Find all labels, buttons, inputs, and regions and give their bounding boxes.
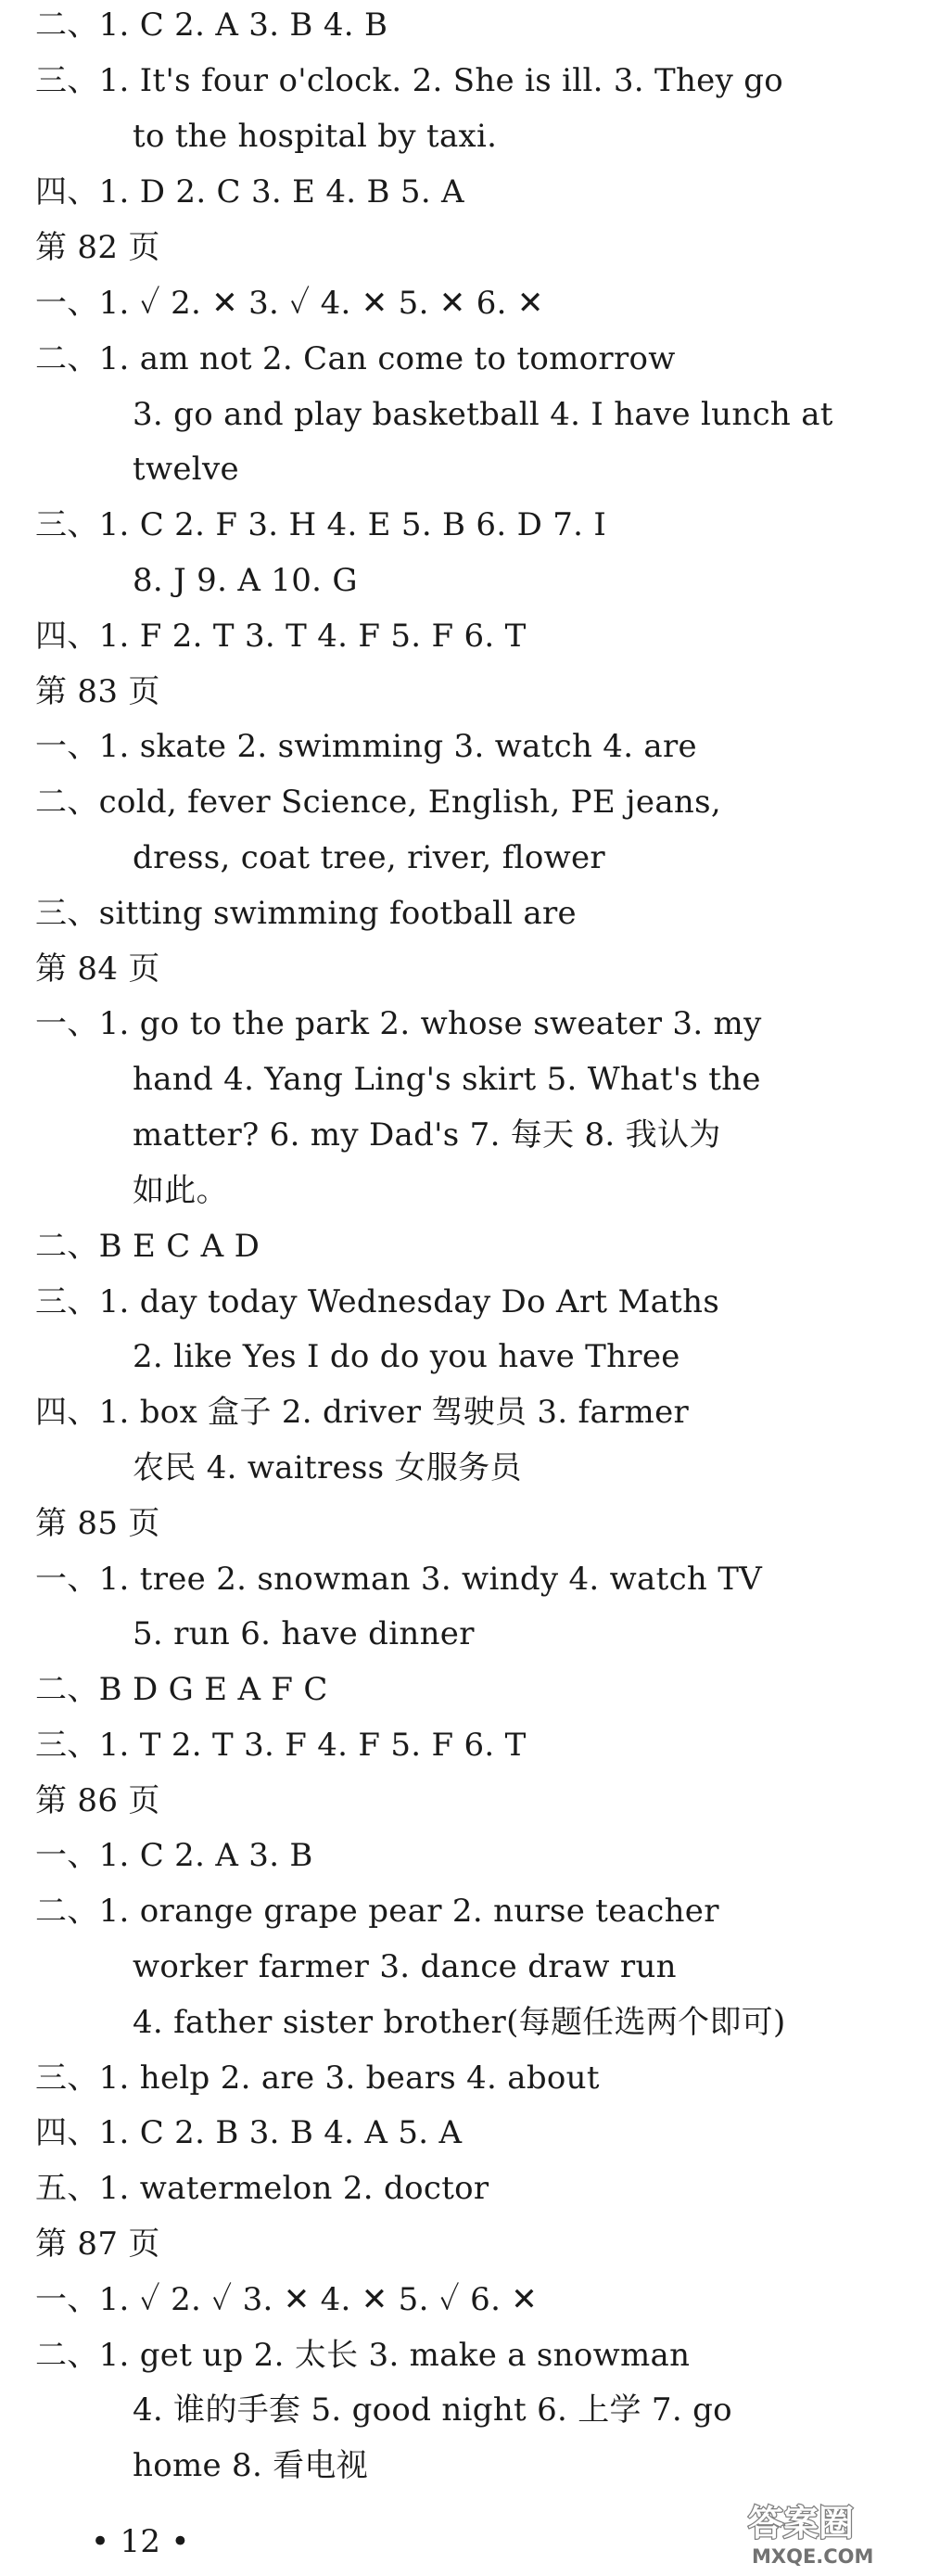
answer-line: 一、1. ✓ 2. ✕ 3. ✓ 4. ✕ 5. ✕ 6. ✕: [35, 285, 544, 322]
answer-line: 一、1. skate 2. swimming 3. watch 4. are: [35, 728, 697, 765]
answer-line: dress, coat tree, river, flower: [133, 839, 605, 876]
answer-line: 四、1. D 2. C 3. E 4. B 5. A: [35, 173, 464, 210]
answer-line: 三、1. T 2. T 3. F 4. F 5. F 6. T: [35, 1727, 527, 1764]
page-number: • 12 •: [91, 2523, 190, 2560]
page-heading: 第 85 页: [35, 1505, 160, 1542]
answer-line: 二、B D G E A F C: [35, 1671, 328, 1708]
answer-line: 四、1. C 2. B 3. B 4. A 5. A: [35, 2114, 463, 2151]
answer-line: 农民 4. waitress 女服务员: [133, 1449, 522, 1486]
answer-line: 三、1. day today Wednesday Do Art Maths: [35, 1283, 720, 1320]
page-heading: 第 83 页: [35, 673, 160, 710]
answer-line: hand 4. Yang Ling's skirt 5. What's the: [133, 1061, 761, 1098]
answer-line: 一、1. go to the park 2. whose sweater 3. my: [35, 1005, 762, 1042]
answer-line: 三、1. help 2. are 3. bears 4. about: [35, 2060, 600, 2097]
answer-line: twelve: [133, 451, 239, 488]
page-heading: 第 82 页: [35, 229, 160, 266]
watermark-logo-text: 答案圈: [748, 2503, 855, 2544]
answer-line: 二、B E C A D: [35, 1228, 260, 1265]
answer-line: 一、1. tree 2. snowman 3. windy 4. watch TV: [35, 1561, 763, 1598]
answer-line: 5. run 6. have dinner: [133, 1615, 475, 1652]
answer-line: 3. go and play basketball 4. I have lunch at: [133, 396, 833, 433]
answer-line: 四、1. F 2. T 3. T 4. F 5. F 6. T: [35, 618, 527, 655]
answer-line: 二、1. am not 2. Can come to tomorrow: [35, 340, 676, 377]
answer-line: home 8. 看电视: [133, 2447, 369, 2484]
answer-line: 四、1. box 盒子 2. driver 驾驶员 3. farmer: [35, 1394, 690, 1431]
answer-line: matter? 6. my Dad's 7. 每天 8. 我认为: [133, 1116, 721, 1154]
watermark-url: MXQE.COM: [752, 2545, 874, 2568]
answer-line: 4. father sister brother(每题任选两个即可): [133, 2004, 786, 2041]
answer-line: 三、1. C 2. F 3. H 4. E 5. B 6. D 7. I: [35, 506, 607, 543]
answer-line: 三、sitting swimming football are: [35, 895, 577, 932]
answer-line: worker farmer 3. dance draw run: [133, 1948, 677, 1985]
answer-line: 二、cold, fever Science, English, PE jeans,: [35, 784, 721, 821]
answer-line: 2. like Yes I do do you have Three: [133, 1338, 680, 1375]
answer-line: 二、1. orange grape pear 2. nurse teacher: [35, 1893, 719, 1930]
answer-line: 二、1. C 2. A 3. B 4. B: [35, 6, 388, 44]
answer-line: 三、1. It's four o'clock. 2. She is ill. 3. They go: [35, 62, 784, 99]
answer-line: to the hospital by taxi.: [133, 118, 498, 155]
page-heading: 第 86 页: [35, 1782, 160, 1819]
answer-line: 如此。: [133, 1172, 228, 1209]
answer-line: 8. J 9. A 10. G: [133, 562, 358, 599]
page-heading: 第 84 页: [35, 950, 160, 988]
answer-line: 一、1. C 2. A 3. B: [35, 1837, 313, 1874]
answer-line: 五、1. watermelon 2. doctor: [35, 2170, 489, 2207]
answer-line: 一、1. ✓ 2. ✓ 3. ✕ 4. ✕ 5. ✓ 6. ✕: [35, 2281, 539, 2318]
site-watermark-logo: [743, 2496, 914, 2569]
page-heading: 第 87 页: [35, 2225, 160, 2263]
answer-line: 二、1. get up 2. 太长 3. make a snowman: [35, 2337, 691, 2374]
answer-line: 4. 谁的手套 5. good night 6. 上学 7. go: [133, 2391, 732, 2429]
